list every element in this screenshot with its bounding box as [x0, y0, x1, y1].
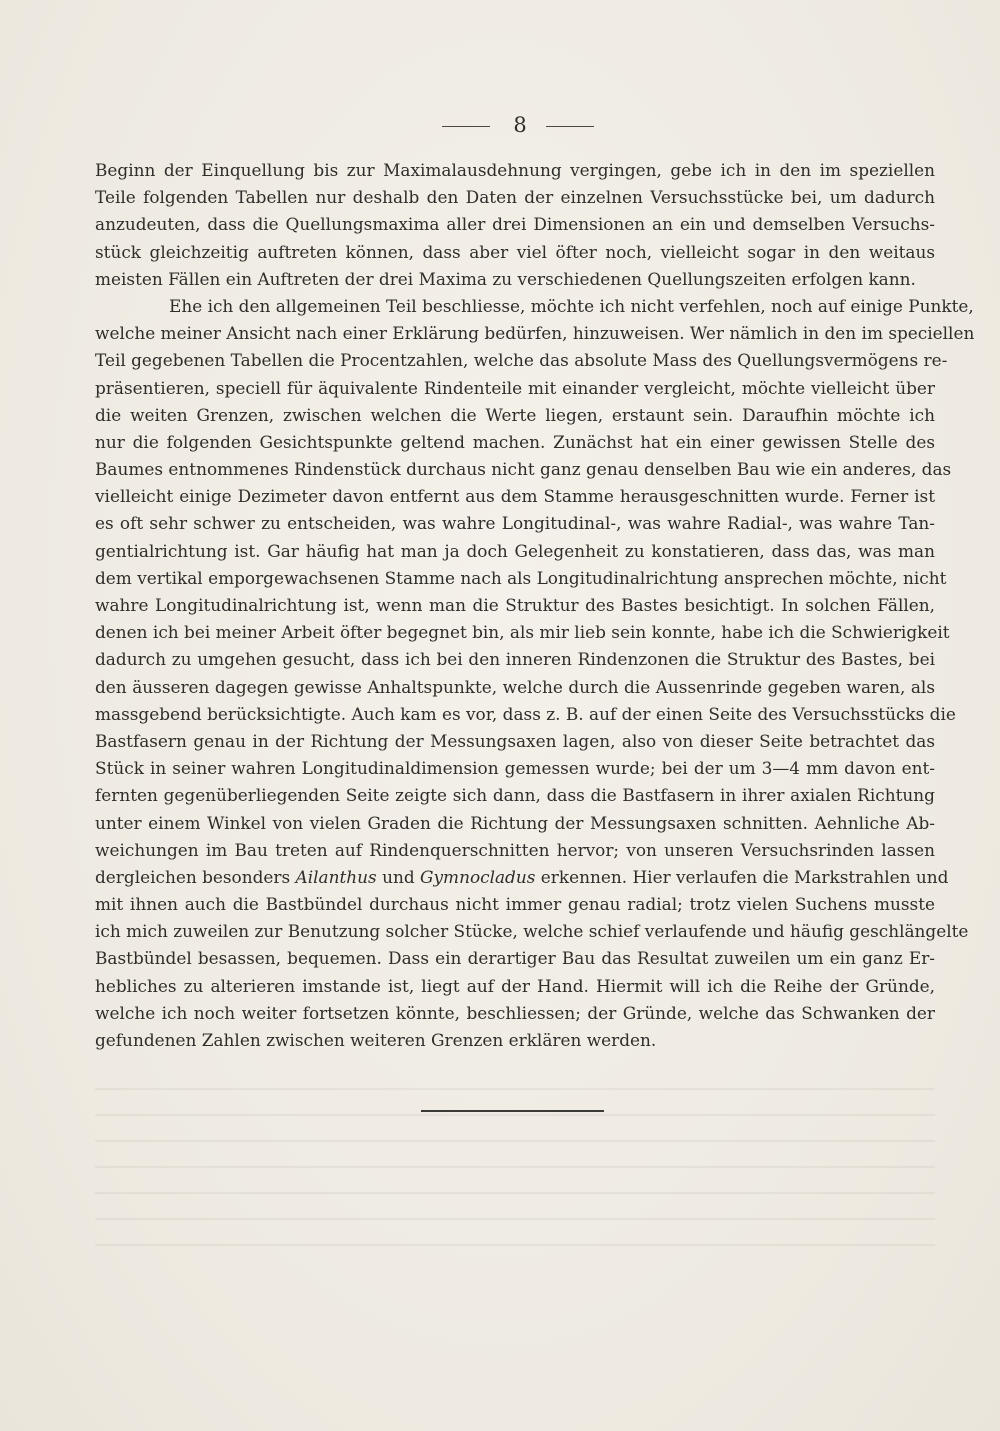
- paragraph-start-line: Ehe ich den allgemeinen Teil beschliesse, möchte ich nicht verfehlen, noch auf einige Punkte,: [169, 295, 974, 316]
- text-line: Bastbündel besassen, bequemen. Dass ein derartiger Bau das Resultat zuweilen um ein ganz Er-: [95, 948, 935, 969]
- text-line: Stück in seiner wahren Longitudinaldimension gemessen wurde; bei der um 3—4 mm davon ent-: [95, 758, 935, 779]
- text-run: dergleichen besonders: [95, 866, 296, 887]
- text-line: die weiten Grenzen, zwischen welchen die Werte liegen, erstaunt sein. Daraufhin möchte ich: [95, 404, 935, 425]
- header-dash-right: [546, 126, 594, 127]
- text-line: vielleicht einige Dezimeter davon entfernt aus dem Stamme herausgeschnitten wurde. Ferner ist: [95, 486, 935, 507]
- species-name-ailanthus: Ailanthus: [295, 866, 377, 887]
- text-line: nur die folgenden Gesichtspunkte geltend machen. Zunächst hat ein einer gewissen Stelle des: [95, 431, 935, 452]
- text-line: wahre Longitudinalrichtung ist, wenn man die Struktur des Bastes besichtigt. In solchen Fällen,: [95, 595, 935, 615]
- text-line: Bastfasern genau in der Richtung der Messungsaxen lagen, also von dieser Seite betrachtet das: [95, 730, 935, 751]
- text-line: Teil gegebenen Tabellen die Procentzahlen, welche das absolute Mass des Quellungsvermögens re-: [95, 350, 948, 371]
- body-text: [95, 157, 975, 1054]
- text-run: und: [376, 866, 421, 887]
- text-line-with-species: [95, 864, 949, 891]
- page-number: 8: [513, 113, 527, 137]
- header-dash-left: [442, 126, 490, 127]
- text-line: es oft sehr schwer zu entscheiden, was wahre Longitudinal-, was wahre Radial-, was wahre Tan-: [95, 513, 935, 534]
- text-line: meisten Fällen ein Auftreten der drei Maxima zu verschiedenen Quellungszeiten erfolgen kann.: [95, 268, 916, 289]
- text-line: ich mich zuweilen zur Benutzung solcher Stücke, welche schief verlaufende und häufig geschlängelte: [95, 921, 969, 942]
- text-line: mit ihnen auch die Bastbündel durchaus nicht immer genau radial; trotz vielen Suchens musste: [95, 894, 935, 915]
- text-line: dem vertikal emporgewachsenen Stamme nach als Longitudinalrichtung ansprechen möchte, nicht: [95, 567, 947, 588]
- text-line: Baumes entnommenes Rindenstück durchaus nicht ganz genau denselben Bau wie ein anderes, das: [95, 459, 952, 480]
- text-line: Beginn der Einquellung bis zur Maximalausdehnung vergingen, gebe ich in den im speziellen: [95, 160, 935, 180]
- text-run: erkennen. Hier verlaufen die Markstrahlen und: [535, 866, 949, 887]
- text-line: fernten gegenüberliegenden Seite zeigte sich dann, dass die Bastfasern in ihrer axialen Richtung: [95, 785, 935, 806]
- text-line: dadurch zu umgehen gesucht, dass ich bei den inneren Rindenzonen die Struktur des Bastes, bei: [95, 649, 935, 670]
- text-line: gefundenen Zahlen zwischen weiteren Grenzen erklären werden.: [95, 1030, 657, 1050]
- bleed-through-shadow: [95, 1070, 935, 1250]
- text-line: denen ich bei meiner Arbeit öfter begegnet bin, als mir lieb sein konnte, habe ich die Schwierigkeit: [95, 622, 950, 643]
- text-line: massgebend berücksichtigte. Auch kam es vor, dass z. B. auf der einen Seite des Versuchsstücks die: [95, 703, 956, 724]
- species-name-gymnocladus: Gymnocladus: [420, 866, 536, 887]
- text-line: unter einem Winkel von vielen Graden die Richtung der Messungsaxen schnitten. Aehnliche Ab-: [95, 812, 935, 833]
- text-line: anzudeuten, dass die Quellungsmaxima aller drei Dimensionen an ein und demselben Versuchs-: [95, 214, 935, 235]
- text-line: gentialrichtung ist. Gar häufig hat man ja doch Gelegenheit zu konstatieren, dass das, was man: [95, 540, 935, 561]
- text-line: hebliches zu alterieren imstande ist, liegt auf der Hand. Hiermit will ich die Reihe der Gründe,: [95, 975, 935, 996]
- text-line: stück gleichzeitig auftreten können, dass aber viel öfter noch, vielleicht sogar in den weitaus: [95, 241, 935, 262]
- text-line: den äusseren dagegen gewisse Anhaltspunkte, welche durch die Aussenrinde gegeben waren, als: [95, 676, 935, 697]
- text-line: weichungen im Bau treten auf Rindenquerschnitten hervor; von unseren Versuchsrinden lassen: [95, 839, 935, 860]
- text-line: Teile folgenden Tabellen nur deshalb den Daten der einzelnen Versuchsstücke bei, um dadurch: [95, 187, 935, 208]
- text-line: welche meiner Ansicht nach einer Erklärung bedürfen, hinzuweisen. Wer nämlich in den im speciellen: [95, 323, 975, 344]
- section-end-rule: [421, 1110, 604, 1112]
- text-line: welche ich noch weiter fortsetzen könnte, beschliessen; der Gründe, welche das Schwanken der: [95, 1002, 935, 1023]
- text-line: präsentieren, speciell für äquivalente Rindenteile mit einander vergleicht, möchte vielleicht über: [95, 377, 935, 398]
- page-header: [0, 112, 1000, 138]
